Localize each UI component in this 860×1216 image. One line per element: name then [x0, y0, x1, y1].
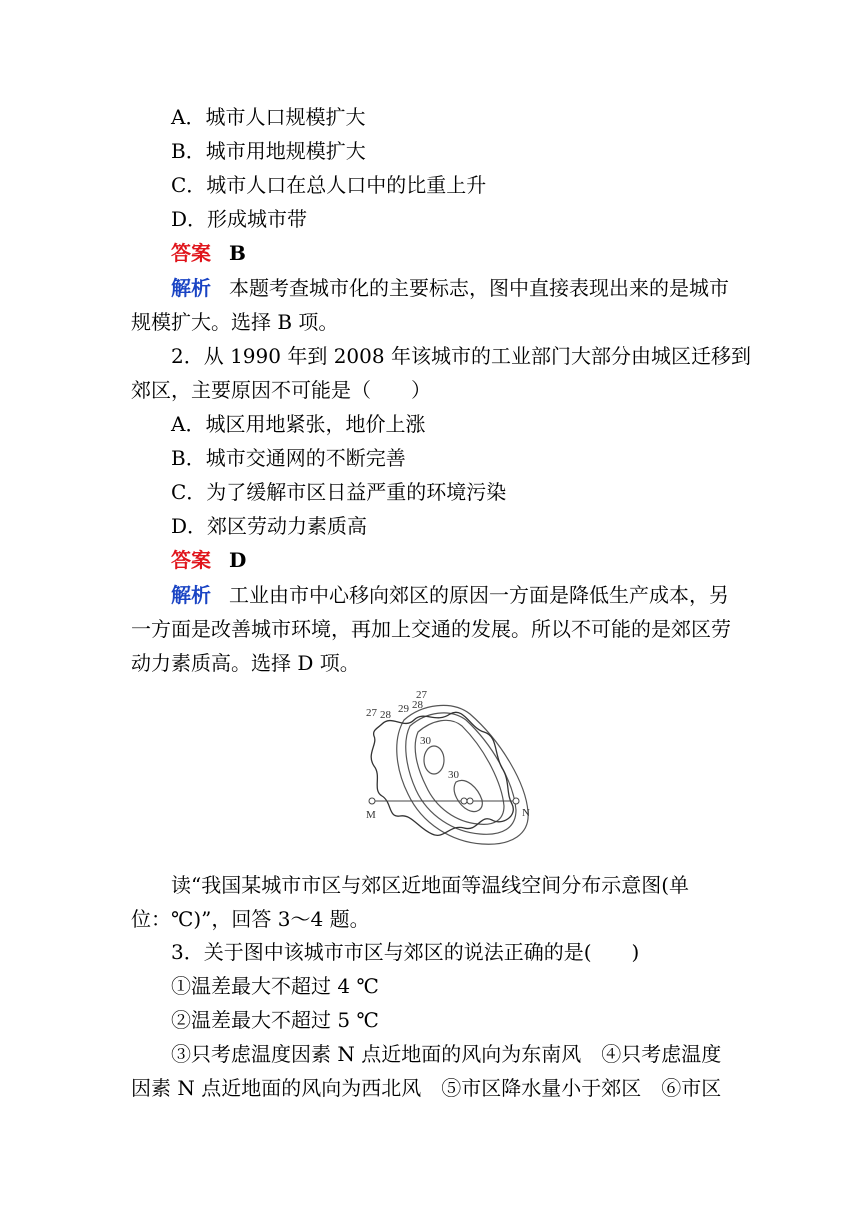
q1-analysis: [171, 276, 729, 300]
reading-line2: 位：℃)”，回答 3～4 题。: [131, 907, 370, 931]
q1-analysis-label: 解析: [171, 276, 211, 300]
label-29: 29: [398, 703, 409, 715]
q1-answer-label: 答案: [171, 241, 211, 265]
q3-item2: ②温差最大不超过 5 ℃: [171, 1008, 379, 1032]
label-28-right: 28: [412, 699, 423, 711]
q1-option-a: A．城市人口规模扩大: [171, 105, 366, 129]
q2-analysis-label: 解析: [171, 583, 211, 607]
q2-stem-line1: 2．从 1990 年到 2008 年该城市的工业部门大部分由城区迁移到: [171, 344, 751, 368]
q2-option-a: A．城区用地紧张，地价上涨: [171, 412, 426, 436]
q1-answer: [171, 241, 246, 265]
label-n: N: [522, 807, 530, 819]
q2-analysis-line3: 动力素质高。选择 D 项。: [131, 651, 360, 675]
isotherm-map-figure: [352, 684, 542, 862]
city-boundary: [371, 712, 513, 835]
q1-option-b: B．城市用地规模扩大: [171, 139, 366, 163]
q2-analysis-line1: 工业由市中心移向郊区的原因一方面是降低生产成本，另: [229, 583, 729, 607]
point-n: [513, 798, 519, 804]
point-m: [369, 798, 375, 804]
q2-answer-label: 答案: [171, 548, 211, 572]
q1-option-c: C．城市人口在总人口中的比重上升: [171, 173, 487, 197]
label-m: M: [366, 809, 376, 821]
reading-line1: 读“我国某城市市区与郊区近地面等温线空间分布示意图(单: [171, 873, 690, 897]
point-mid-1: [461, 798, 467, 804]
isotherm-30-lower: [454, 780, 482, 811]
label-28-left: 28: [380, 709, 391, 721]
q2-analysis: [171, 583, 729, 607]
q3-item3-line1: ③只考虑温度因素 N 点近地面的风向为东南风 ④只考虑温度: [171, 1042, 722, 1066]
q2-analysis-line2: 一方面是改善城市环境，再加上交通的发展。所以不可能的是郊区劳: [131, 617, 731, 641]
isotherm-map: [352, 684, 542, 862]
q2-answer-value: D: [229, 548, 247, 572]
label-30-lower: 30: [448, 769, 459, 781]
label-27-left: 27: [366, 707, 377, 719]
q3-stem: 3．关于图中该城市市区与郊区的说法正确的是( ): [171, 940, 640, 964]
label-30-upper: 30: [420, 735, 431, 747]
q3-item3-line2: 因素 N 点近地面的风向为西北风 ⑤市区降水量小于郊区 ⑥市区: [131, 1076, 722, 1100]
q2-option-c: C．为了缓解市区日益严重的环境污染: [171, 480, 507, 504]
q2-option-d: D．郊区劳动力素质高: [171, 514, 368, 538]
q1-analysis-line2: 规模扩大。选择 B 项。: [131, 310, 339, 334]
isotherm-30-upper: [424, 746, 444, 774]
q2-stem-line2: 郊区，主要原因不可能是（ ）: [131, 378, 431, 402]
label-27-right: 27: [416, 689, 427, 701]
q1-analysis-line1: 本题考查城市化的主要标志，图中直接表现出来的是城市: [229, 276, 729, 300]
point-mid-2: [467, 798, 473, 804]
q3-item1: ①温差最大不超过 4 ℃: [171, 974, 379, 998]
q2-answer: [171, 548, 246, 572]
q1-answer-value: B: [229, 241, 246, 265]
q2-option-b: B．城市交通网的不断完善: [171, 446, 406, 470]
q1-option-d: D．形成城市带: [171, 207, 308, 231]
